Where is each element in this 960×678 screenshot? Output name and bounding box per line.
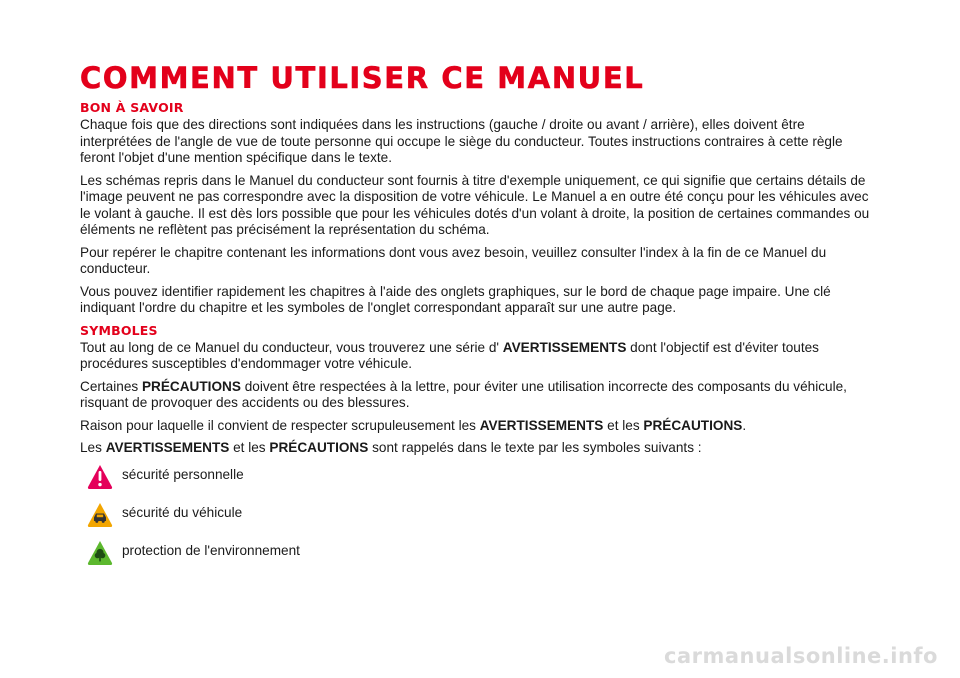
symbol-label: sécurité personnelle: [122, 466, 244, 482]
car-wheel: [102, 519, 105, 522]
symbol-item-environment: [86, 539, 880, 567]
paragraph-respect: [80, 418, 880, 435]
vehicle-safety-icon: [86, 501, 114, 529]
text-run: doivent être respectées à la lettre, pour éviter une utilisation incorrecte des composants du véhicule, risquant de provoquer des accidents ou des blessures.: [80, 378, 847, 410]
bold-precautions: PRÉCAUTIONS: [643, 417, 743, 433]
personal-safety-icon: [86, 463, 114, 491]
symbol-item-personal-safety: [86, 463, 880, 491]
bold-warnings: AVERTISSEMENTS: [105, 440, 230, 455]
manual-page: [80, 62, 880, 567]
symbol-label: sécurité du véhicule: [122, 504, 243, 520]
symbol-label: protection de l'environnement: [122, 542, 300, 558]
exclamation-dot: [98, 482, 101, 485]
text-run: Certaines: [80, 378, 142, 394]
paragraph-index: Pour repérer le chapitre contenant les informations dont vous avez besoin, veuillez consulter l'index à la fin de ce Manuel du conducteur.: [80, 244, 827, 276]
bold-precautions: PRÉCAUTIONS: [269, 440, 369, 455]
bold-warnings: AVERTISSEMENTS: [502, 339, 627, 355]
exclamation-bar: [99, 471, 102, 481]
paragraph-diagrams: Les schémas repris dans le Manuel du conducteur sont fournis à titre d'exemple uniquement, ce qui signifie que certains détails de l'image peuvent ne pas correspondre avec la disposition de votre véhicule. Le Manuel a en outre été conçu pour les véhicules avec le volant à gauche. Il est dès lors possible que pour les véhicules dotés d'un volant à droite, la position de certaines commandes ou éléments ne reflètent pas précisément la représentation du schéma.: [80, 172, 870, 237]
text-run: Tout au long de ce Manuel du conducteur, vous trouverez une série d': [80, 339, 503, 355]
symbol-item-vehicle-safety: [86, 501, 880, 529]
page-title: COMMENT UTILISER CE MANUEL: [80, 61, 645, 95]
paragraph-precautions: [80, 379, 880, 412]
tree-trunk: [99, 557, 101, 561]
bold-precautions: PRÉCAUTIONS: [141, 378, 241, 394]
text-run: et les: [229, 440, 270, 455]
text-run: sont rappelés dans le texte par les symboles suivants :: [368, 440, 702, 455]
text-run: dont l'objectif est d'éviter toutes procédures susceptibles d'endommager votre véhicule.: [80, 339, 819, 371]
paragraph-warnings-intro: [80, 340, 880, 373]
car-window: [97, 514, 103, 517]
text-run: et les: [603, 417, 644, 433]
section-heading-symbols: SYMBOLES: [80, 322, 158, 338]
text-run: .: [742, 417, 747, 433]
text-run: Raison pour laquelle il convient de respecter scrupuleusement les: [80, 417, 480, 433]
environment-icon: [86, 539, 114, 567]
paragraph-directions: Chaque fois que des directions sont indiquées dans les instructions (gauche / droite ou avant / arrière), elles doivent être interprétées de l'angle de vue de toute personne qui occupe le siège du conducteur. Toutes instructions contraires à cette règle feront l'objet d'une mention spécifique dans le texte.: [80, 117, 843, 165]
text-run: Les: [80, 440, 106, 455]
watermark: carmanualsonline.info: [664, 644, 938, 668]
section-heading-good-to-know: BON À SAVOIR: [80, 100, 184, 115]
car-wheel: [95, 519, 98, 522]
bold-warnings: AVERTISSEMENTS: [479, 417, 604, 433]
symbol-list: [86, 463, 880, 567]
paragraph-tabs: Vous pouvez identifier rapidement les chapitres à l'aide des onglets graphiques, sur le bord de chaque page impaire. Une clé indiquant l'ordre du chapitre et les symboles de l'onglet correspondant apparaît sur une autre page.: [80, 283, 831, 315]
paragraph-symbols-intro: [80, 440, 880, 457]
